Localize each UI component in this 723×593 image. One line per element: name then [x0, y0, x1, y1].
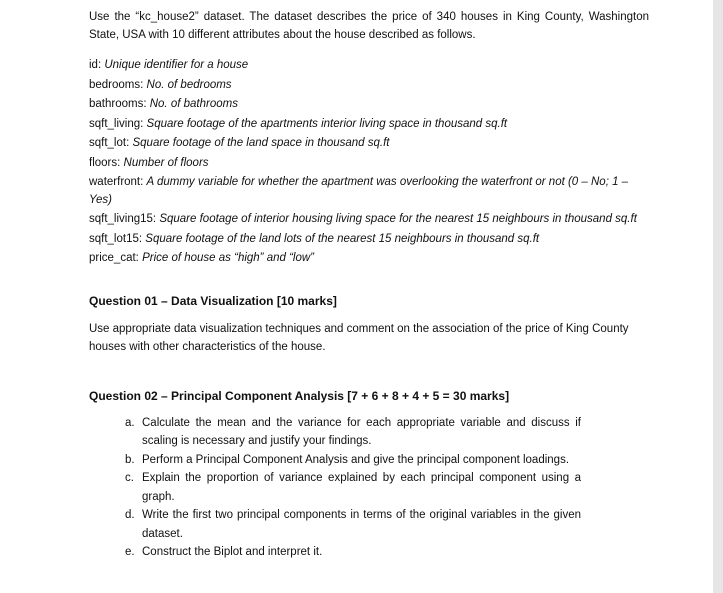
attribute-name: sqft_lot:: [89, 137, 130, 149]
question-2-heading: Question 02 – Principal Component Analysis [7 + 6 + 8 + 4 + 5 = 30 marks]: [89, 388, 510, 403]
attribute-item: [89, 135, 649, 153]
attribute-item: [89, 250, 649, 268]
subquestion-marker: b.: [125, 453, 135, 466]
attribute-item: [89, 155, 649, 173]
subquestion-text: Write the first two principal components in terms of the original variables in the given dataset.: [142, 509, 581, 540]
subquestion-item: [125, 451, 581, 470]
subquestion-marker: c.: [125, 472, 134, 484]
attribute-item: [89, 77, 649, 95]
document-page: [89, 8, 649, 562]
question-1-body: Use appropriate data visualization techniques and comment on the association of the price of King County houses with other characteristics of the house.: [89, 322, 629, 353]
attribute-name: sqft_living15:: [89, 213, 157, 225]
attribute-item: [89, 96, 649, 114]
subquestion-text: Calculate the mean and the variance for each appropriate variable and discuss if scaling is necessary and justify your findings.: [142, 416, 581, 447]
question-1-heading: Question 01 – Data Visualization [10 marks]: [89, 293, 337, 308]
attribute-item: [89, 57, 649, 75]
attribute-name: floors:: [89, 156, 121, 169]
attribute-name: bathrooms:: [89, 98, 147, 110]
subquestion-item: [125, 506, 581, 543]
attribute-description: No. of bedrooms: [146, 78, 232, 91]
attribute-description: Square footage of the apartments interior living space in thousand sq.ft: [146, 117, 508, 130]
attribute-name: waterfront:: [89, 176, 144, 188]
attribute-name: bedrooms:: [89, 78, 144, 91]
attribute-list: [89, 57, 649, 268]
subquestion-marker: e.: [125, 546, 135, 558]
subquestion-text: Perform a Principal Component Analysis and give the principal component loadings.: [142, 453, 570, 466]
attribute-item: [89, 231, 649, 249]
attribute-description: No. of bathrooms: [149, 98, 238, 110]
attribute-name: id:: [89, 59, 102, 71]
subquestion-text: Explain the proportion of variance explained by each principal component using a graph.: [142, 472, 581, 503]
attribute-name: sqft_living:: [89, 117, 144, 130]
attribute-name: price_cat:: [89, 252, 139, 264]
attribute-description: Square footage of interior housing living space for the nearest 15 neighbours in thousand sq.ft: [159, 213, 637, 225]
attribute-item: [89, 174, 649, 209]
attribute-item: [89, 116, 649, 134]
attribute-description: Square footage of the land space in thousand sq.ft: [132, 137, 390, 149]
subquestion-item: [125, 414, 581, 451]
attribute-description: A dummy variable for whether the apartment was overlooking the waterfront or not (0 – No; 1 – Yes): [89, 176, 629, 206]
attribute-description: Square footage of the land lots of the nearest 15 neighbours in thousand sq.ft: [145, 232, 540, 245]
question-2-subquestions: [89, 414, 581, 562]
subquestion-text: Construct the Biplot and interpret it.: [142, 546, 323, 558]
attribute-description: Number of floors: [123, 156, 209, 169]
attribute-name: sqft_lot15:: [89, 232, 143, 245]
subquestion-marker: a.: [125, 416, 135, 429]
intro-paragraph: Use the “kc_house2” dataset. The dataset describes the price of 340 houses in King County, Washington State, USA with 10 different attributes about the house described as follows.: [89, 11, 649, 41]
attribute-item: [89, 211, 649, 229]
attribute-description: Price of house as “high” and “low”: [142, 252, 315, 264]
subquestion-item: [125, 469, 581, 506]
scrollbar-track[interactable]: [713, 0, 723, 593]
subquestion-item: [125, 543, 581, 562]
attribute-description: Unique identifier for a house: [104, 59, 249, 71]
subquestion-marker: d.: [125, 509, 135, 521]
